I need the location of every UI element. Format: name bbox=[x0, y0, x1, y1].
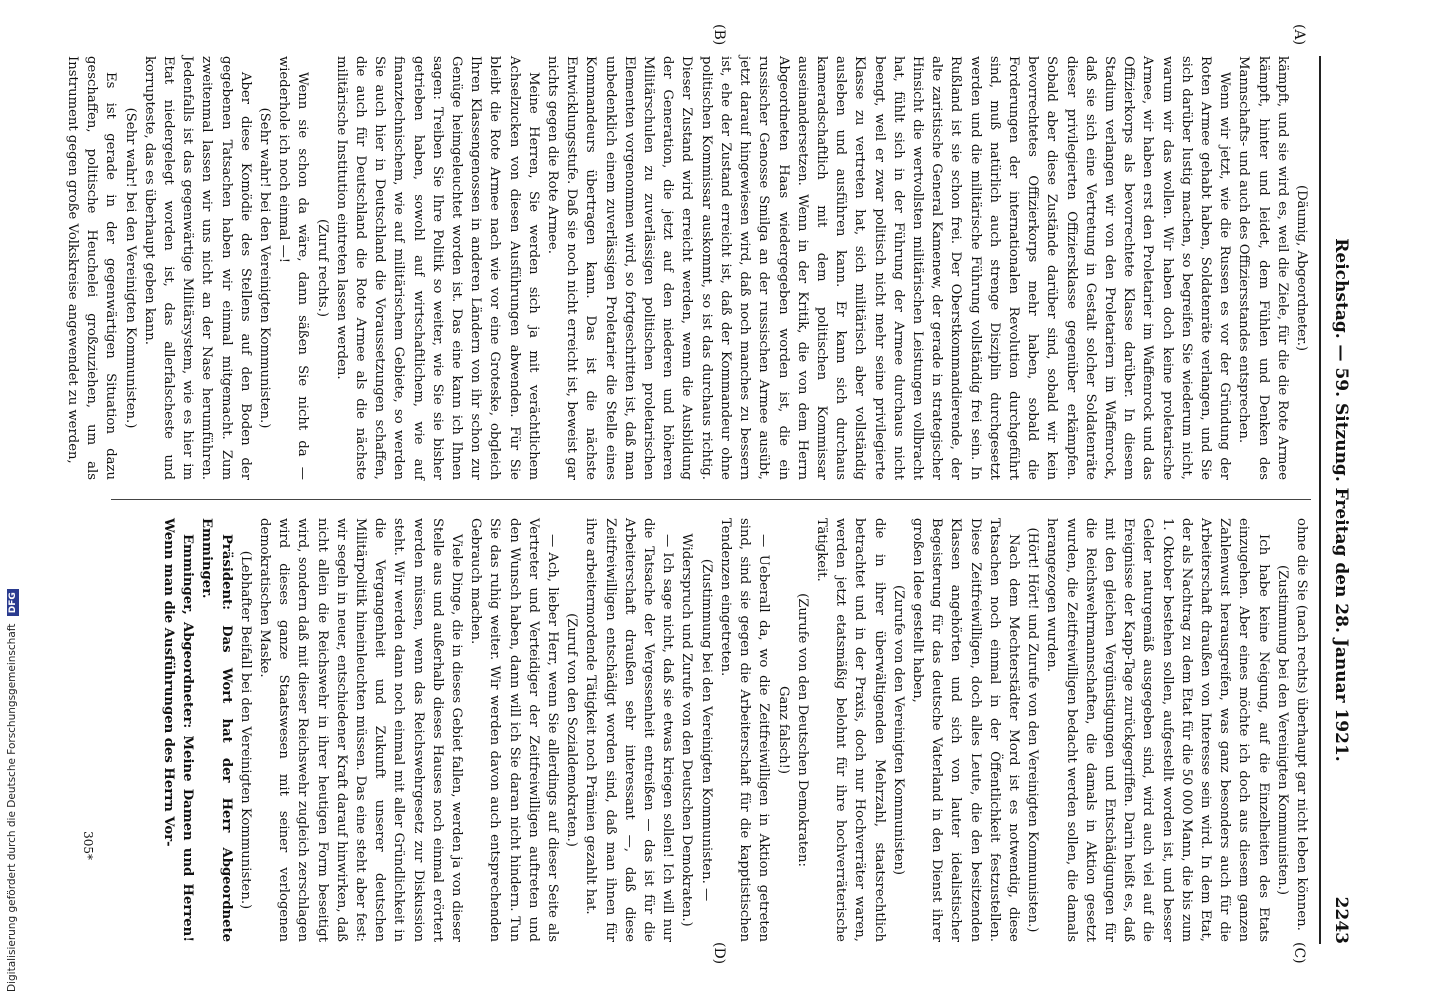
header-title: Reichstag. — 59. Sitzung. Freitag den 28. Januar 1921. bbox=[1331, 238, 1351, 762]
margin-marker-c: (C) bbox=[1291, 942, 1307, 964]
paragraph: ohne die Sie (nach rechts) überhaupt gar nicht leben können. bbox=[1294, 518, 1309, 931]
paragraph: Aber diese Komödie des Stellens auf den Boden der gegebenen Tatsachen haben wir einmal mitgemacht. Zum zweitenmal lassen wir uns nicht an der Nase herumführen. Jedenfalls ist das gegenwärtige Militärsystem, wie es hier im Etat niedergelegt worden ist, das allerfalscheste und korrupteste, das es überhaupt geben kann. bbox=[141, 56, 253, 480]
page-number: 2243 bbox=[1331, 896, 1351, 944]
digitization-credit bbox=[4, 592, 20, 992]
paragraph: kämpft, und sie wird es, weil die Ziele, für die die Rote Armee kämpft, hinter und leidet, dem Fühlen und Denken des Mannschafts- und auch des Offiziersstandes entsprechen. bbox=[1236, 56, 1290, 480]
margin-marker-b: (B) bbox=[711, 24, 727, 46]
paragraph: Viele Dinge, die in dieses Gebiet fallen, werden ja von dieser Stelle aus und außerhalb dieses Hauses noch einmal erörtert werden müssen, wenn das Reichswehrgesetz zur Diskussion steht. Wir werden dann noch einmal mit aller Gründlichkeit in die Vergangenheit und Zukunft unserer deutschen Militärpolitik hineinleuchten müssen. Das eine steht aber fest: wir segeln in neuer, entschiedener Kraft darauf hinwirken, daß nicht allein die Reichswehr in ihrer heutigen Form beseitigt wird, sondern daß mit dieser Reichswehr zugleich zerschlagen wird dieses ganze Staatswesen mit seiner verlogenen demokratischen Maske. bbox=[257, 518, 465, 942]
signature-mark: 305* bbox=[81, 831, 95, 860]
interjection: (Sehr wahr! bei den Vereinigten Kommunisten.) bbox=[122, 107, 138, 429]
header-rule bbox=[1319, 56, 1321, 944]
column-divider bbox=[111, 499, 1311, 500]
paragraph: — Ueberall da, wo die Zeitfreiwilligen in Aktion getreten sind, sind sie gegen die Arbeiterschaft für die kapptistischen Tendenzen eingetreten. bbox=[717, 518, 772, 942]
speaker-statement: Emminger, Abgeordneter: Meine Damen und Herren! Wenn man die Ausführungen des Herrn Vor- bbox=[161, 518, 196, 942]
paragraph: Nach dem Mechterstädter Mord ist es notwendig, diese Tatsachen noch einmal in der Öffentlichkeit festzustellen. Diese Zeitfreiwilligen, doch alles Leute, die den besitzenden Klassen angehörten und sich von lauter idealistischer Begeisterung für das deutsche Vaterland in den Dienst ihrer großen Idee gestellt haben, bbox=[909, 518, 1021, 942]
paragraph: Wenn sie schon da wäre, dann säßen Sie nicht da — wiederhole ich noch einmal —! bbox=[276, 56, 311, 480]
running-header bbox=[1325, 56, 1351, 944]
interjection: (Zustimmung bei den Vereinigten Kommunisten.) bbox=[1274, 564, 1290, 896]
interjection: Ganz falsch!) bbox=[775, 685, 791, 775]
interjection: (Zurufe von den Deutschen Demokraten: bbox=[794, 593, 810, 867]
paragraph: — Ach, lieber Herr, wenn Sie allerdings auf dieser Seite als Vertreter und Verteidiger der Zeitfreiwilligen auftreten und den Wunsch haben, dann will ich Sie daran nicht hindern. Tun Sie das ruhig weiter. Wir werden davon auch entsprechenden Gebrauch machen. bbox=[468, 518, 561, 942]
president-statement: Präsident: Das Wort hat der Herr Abgeordnete Emminger. bbox=[199, 518, 234, 942]
speaker-heading: (Däumig, Abgeordneter.) bbox=[1294, 184, 1309, 352]
margin-marker-a: (A) bbox=[1291, 24, 1307, 46]
paragraph: Wenn wir jetzt, wie die Russen es vor der Gründung der Roten Armee gehabt haben, Soldatenräte verlangen, und Sie sich darüber lustig machen, so begreifen Sie wiederum nicht, warum wir das wollen. Wir haben doch keine proletarische Armee, wir haben erst den Proletarier im Waffenrock und das Offizierkorps als bevorrechtete Klasse darüber. In diesem Stadium verlangen wir von den Proletariern im Waffenrock, daß sie sich eine Vertretung in Gestalt solcher Soldatenräte dieser privilegierten Offiziersklasse gegenüber erkämpfen. Sobald aber diese Zustände darüber sind, sobald wir kein bevorrechtetes Offizierkorps mehr haben, sobald die Forderungen der internationalen Revolution durchgeführt sind, muß natürlich auch strenge Disziplin durchgesetzt werden und die militärische Führung vollständig frei sein. In Rußland ist sie schon frei. Der Oberstkommandierende, der alte zaristische General Kamenew, der gerade in strategischer Hinsicht die wertvollsten militärischen Leistungen vollbracht hat, fühlt sich in der Führung der Armee durchaus nicht beengt, weil er zwar politisch nicht mehr seine privilegierte Klasse zu vertreten hat, sich militärisch aber vollständig ausleben und ausführen kann. Er kann sich durchaus kameradschaftlich mit dem politischen Kommissar auseinandersetzen. Wenn in der Kritik, die von dem Herrn Abgeordneten Haas wiedergegeben worden ist, die ein russischer Genosse Smilga an der russischen Armee ausübt, jetzt darauf hingewiesen wird, daß noch manches zu bessern ist, ehe der Zustand erreicht ist, daß der Kommandeur ohne politischen Kommissar auskommt, so ist das durchaus richtig. Dieser Zustand wird erreicht werden, wenn die Ausbildung der Generation, die jetzt auf den niederen und höheren Militärschulen zu zuverlässigen politischen proletarischen Elementen vorgenommen wird, so fortgeschritten ist, daß man unbedenklich einem zuverlässigen Proletarier die Stelle eines Kommandeurs übertragen kann. Das ist die nächste Entwicklungsstufe. Daß sie noch nicht erreicht ist, beweist gar nichts gegen die Rote Armee. bbox=[545, 56, 1233, 480]
interjection: (Lebhafter Beifall bei den Vereinigten Kommunisten.) bbox=[237, 550, 253, 910]
interjection: (Sehr wahr! bei den Vereinigten Kommunisten.) bbox=[257, 107, 273, 429]
left-text-column bbox=[65, 56, 1311, 480]
paragraph: Meine Herren, Sie werden sich ja mit verächtlichem Achselzucken von diesen Ausführungen abwenden. Für Sie bleibt die Rote Armee nach wie vor eine Groteske, obgleich Ihren Klassengenossen in anderen Ländern von ihr schon zur Genüge heimgeleuchtet worden ist. Das eine kann ich Ihnen sagen: Treiben Sie Ihre Politik so weiter, wie Sie sie bisher getrieben haben, sowohl auf wirtschaftlichem, wie auf finanztechnischem, wie auf militärischem Gebiete, so werden Sie auch hier in Deutschland die Voraussetzungen schaffen, die auch für Deutschland die Rote Armee als die nächste militärische Institution eintreten lassen werden. bbox=[333, 56, 541, 480]
margin-marker-d: (D) bbox=[711, 942, 727, 965]
rotated-document-page bbox=[57, 20, 1377, 980]
paragraph: die in ihrer überwältigenden Mehrzahl, staatsrechtlich betrachtet und in der Praxis, doch nur Hochverräter waren, werden jetzt etatsmäßig belohnt für ihre hochverräterische Tätigkeit. bbox=[813, 518, 887, 942]
paragraph: — Ich sage nicht, daß sie etwas kriegen sollen! Ich will nur die Tatsache der Vergessenheit entreißen — das ist für die Arbeiterschaft draußen sehr interessant —, daß diese Zeitfreiwilligen entschädigt worden sind, daß man ihnen für ihre arbeitermordende Tätigkeit noch Prämien gezahlt hat. bbox=[583, 518, 676, 942]
interjection: (Zuruf von den Sozialdemokraten.) bbox=[564, 613, 580, 847]
credit-text: Digitalisierung gefördert durch die Deutsche Forschungsgemeinschaft bbox=[6, 623, 18, 992]
dfg-logo: DFG bbox=[7, 589, 19, 616]
interjection: (Zurufe von den Vereinigten Kommunisten) bbox=[890, 584, 906, 876]
interjection: (Hört! Hört! und Zurufe von den Vereinigten Kommunisten.) bbox=[1025, 527, 1041, 933]
interjection: (Zustimmung bei den Vereinigten Kommunisten. — Widerspruch und Zurufe von den Deutschen Demokraten.) bbox=[679, 533, 714, 927]
interjection: (Zuruf rechts.) bbox=[314, 218, 330, 318]
paragraph: Es ist gerade in der gegenwärtigen Situation dazu geschaffen, politische Heuchelei großzuziehen, um als Instrument gegen große Volkskreise angewendet zu werden, bbox=[65, 56, 119, 480]
right-text-column bbox=[111, 518, 1311, 942]
paragraph: Ich habe keine Neigung, auf die Einzelheiten des Etats einzugehen. Aber eines möchte ich doch aus diesem ganzen Zahlenwust herausgreifen, was ganz besonders auch für die Arbeiterschaft draußen von Interesse sein wird. In dem Etat, der als Nachtrag zu dem Etat für die 50 000 Mann, die bis zum 1. Oktober bestehen sollen, aufgestellt worden ist, und besser Gelder naturgemäß ausgegeben sind, wird auch viel auf die Ereignisse der Kapp-Tage zurückgegriffen. Darin heißt es, daß mit den gleichen Vergünstigungen und Entschädigungen für die Reichswehrmannschaften, die damals in Aktion gesetzt wurden, die Zeitfreiwilligen bedacht werden sollen, die damals herangezogen wurden. bbox=[1044, 518, 1271, 942]
